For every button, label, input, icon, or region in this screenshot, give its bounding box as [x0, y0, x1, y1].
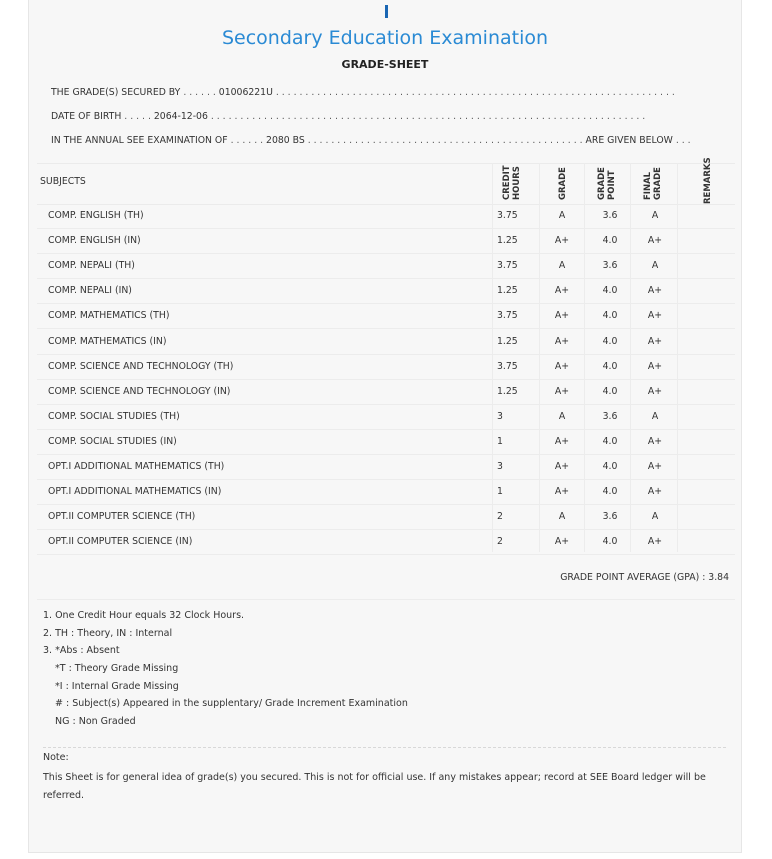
- final-grade-cell: A: [651, 511, 659, 523]
- grade-point-cell: 4.0: [602, 310, 618, 322]
- final-grade-cell: A+: [647, 435, 663, 447]
- table-row: [37, 329, 735, 355]
- exam-suffix: ARE GIVEN BELOW: [585, 135, 673, 146]
- header-remarks: REMARKS: [703, 157, 713, 204]
- legend-list: [43, 610, 408, 734]
- grade-cell: A+: [554, 536, 570, 548]
- grade-point-cell: 4.0: [602, 235, 618, 247]
- subject-cell: COMP. ENGLISH (IN): [48, 235, 141, 247]
- subject-cell: OPT.I ADDITIONAL MATHEMATICS (TH): [48, 461, 225, 472]
- header-grade-point: GRADE POINT: [597, 167, 617, 200]
- grade-cell: A+: [554, 310, 570, 322]
- note-text: This Sheet is for general idea of grade(s) you secured. This is not for official use. If any mistakes appear; record at SEE Board ledger will be referred.: [43, 772, 706, 801]
- final-grade-cell: A+: [647, 461, 663, 472]
- grade-point-cell: 4.0: [602, 536, 618, 548]
- subject-cell: COMP. NEPALI (IN): [48, 285, 132, 297]
- grade-point-cell: 4.0: [602, 435, 618, 447]
- credit-hours-cell: 1: [497, 435, 503, 447]
- table-row: [37, 203, 735, 229]
- grade-cell: A: [558, 511, 566, 523]
- grade-label: THE GRADE(S) SECURED BY: [51, 87, 181, 98]
- credit-hours-cell: 3: [497, 410, 503, 422]
- grade-cell: A: [558, 210, 566, 221]
- grade-cell: A+: [554, 461, 570, 472]
- table-row: [37, 404, 735, 430]
- credit-hours-cell: 3.75: [497, 260, 518, 272]
- info-grade-line: THE GRADE(S) SECURED BY . . . . . . 01006221U . . . . . . . . . . . . . . . . . . . . . . . . . . . . . . . . . . . . . . . . . . . . . . . . . . . . . . . . . . . . . . . . . . . .: [51, 87, 675, 98]
- credit-hours-cell: 1.25: [497, 385, 518, 397]
- subject-cell: COMP. SOCIAL STUDIES (TH): [48, 410, 180, 422]
- table-row: [37, 429, 735, 455]
- gpa-label: GRADE POINT AVERAGE (GPA) :: [560, 572, 706, 583]
- table-row: [37, 354, 735, 380]
- credit-hours-cell: 2: [497, 536, 503, 548]
- legend-item: *I : Internal Grade Missing: [55, 680, 179, 692]
- grade-cell: A+: [554, 486, 570, 498]
- table-row: [37, 228, 735, 254]
- gpa-value: 3.84: [708, 572, 729, 583]
- final-grade-cell: A: [651, 410, 659, 422]
- subject-cell: OPT.II COMPUTER SCIENCE (TH): [48, 511, 196, 523]
- header-subjects: SUBJECTS: [40, 176, 86, 187]
- subject-cell: COMP. NEPALI (TH): [48, 260, 135, 272]
- grade-point-cell: 4.0: [602, 486, 618, 498]
- dob-value: 2064-12-06: [153, 111, 208, 122]
- credit-hours-cell: 1: [497, 486, 503, 498]
- legend-item: *T : Theory Grade Missing: [55, 663, 179, 675]
- credit-hours-cell: 1.25: [497, 235, 518, 247]
- page-subtitle: GRADE-SHEET: [341, 58, 429, 71]
- subject-cell: COMP. SCIENCE AND TECHNOLOGY (IN): [48, 385, 231, 397]
- credit-hours-cell: 1.25: [497, 285, 518, 297]
- subject-cell: COMP. MATHEMATICS (IN): [48, 335, 167, 347]
- final-grade-cell: A+: [647, 486, 663, 498]
- exam-label: IN THE ANNUAL SEE EXAMINATION OF: [51, 135, 228, 146]
- exam-year: 2080 BS: [266, 135, 305, 146]
- final-grade-cell: A+: [647, 335, 663, 347]
- header-grade: GRADE: [558, 167, 568, 200]
- header-credit-hours: CREDIT HOURS: [502, 165, 522, 200]
- credit-hours-cell: 3.75: [497, 210, 518, 221]
- credit-hours-cell: 3: [497, 461, 503, 472]
- grade-point-cell: 4.0: [602, 360, 618, 372]
- grade-cell: A+: [554, 235, 570, 247]
- final-grade-cell: A: [651, 260, 659, 272]
- grade-cell: A: [558, 260, 566, 272]
- final-grade-cell: A: [651, 210, 659, 221]
- subject-cell: COMP. MATHEMATICS (TH): [48, 310, 170, 322]
- final-grade-cell: A+: [647, 285, 663, 297]
- grade-point-cell: 4.0: [602, 285, 618, 297]
- table-row: [37, 253, 735, 279]
- table-row: [37, 479, 735, 505]
- info-exam-line: IN THE ANNUAL SEE EXAMINATION OF . . . . . . 2080 BS . . . . . . . . . . . . . . . . . . . . . . . . . . . . . . . . . . . . . . . . . . . . . . . ARE GIVEN BELOW . . .: [51, 135, 691, 146]
- final-grade-cell: A+: [647, 536, 663, 548]
- dob-label: DATE OF BIRTH: [51, 111, 122, 122]
- grade-point-cell: 4.0: [602, 335, 618, 347]
- credit-hours-cell: 2: [497, 511, 503, 523]
- subject-cell: OPT.II COMPUTER SCIENCE (IN): [48, 536, 193, 548]
- grade-point-cell: 3.6: [602, 210, 618, 221]
- info-dob-line: DATE OF BIRTH . . . . . 2064-12-06 . . . . . . . . . . . . . . . . . . . . . . . . . . . . . . . . . . . . . . . . . . . . . . . . . . . . . . . . . . . . . . . . . . . . . . . . . .: [51, 111, 646, 122]
- legend-item: 3. *Abs : Absent: [43, 645, 120, 657]
- legend-item: NG : Non Graded: [55, 716, 136, 728]
- gpa-summary: [560, 572, 729, 583]
- table-row: [37, 278, 735, 304]
- table-row: [37, 529, 735, 555]
- grade-cell: A+: [554, 435, 570, 447]
- grade-point-cell: 4.0: [602, 461, 618, 472]
- grade-point-cell: 4.0: [602, 385, 618, 397]
- final-grade-cell: A+: [647, 385, 663, 397]
- grade-cell: A+: [554, 335, 570, 347]
- grade-cell: A: [558, 410, 566, 422]
- subject-cell: COMP. SCIENCE AND TECHNOLOGY (TH): [48, 360, 234, 372]
- final-grade-cell: A+: [647, 235, 663, 247]
- grade-point-cell: 3.6: [602, 511, 618, 523]
- note-title: Note:: [43, 752, 69, 763]
- legend-item: 2. TH : Theory, IN : Internal: [43, 627, 173, 639]
- grade-sheet: [28, 0, 742, 853]
- subject-cell: COMP. ENGLISH (TH): [48, 210, 144, 221]
- grade-point-cell: 3.6: [602, 260, 618, 272]
- header-final-grade: FINAL GRADE: [643, 167, 663, 200]
- table-row: [37, 379, 735, 405]
- table-row: [37, 303, 735, 329]
- subject-cell: COMP. SOCIAL STUDIES (IN): [48, 435, 177, 447]
- top-mark: [385, 5, 388, 18]
- note-divider: [43, 747, 726, 748]
- page-title: Secondary Education Examination: [221, 27, 549, 49]
- legend-item: # : Subject(s) Appeared in the supplentary/ Grade Increment Examination: [55, 698, 408, 710]
- grade-cell: A+: [554, 385, 570, 397]
- grade-point-cell: 3.6: [602, 410, 618, 422]
- table-row: [37, 504, 735, 530]
- table-row: [37, 454, 735, 480]
- final-grade-cell: A+: [647, 310, 663, 322]
- grade-cell: A+: [554, 285, 570, 297]
- symbol-number: 01006221U: [218, 87, 273, 98]
- legend-item: 1. One Credit Hour equals 32 Clock Hours.: [43, 610, 245, 621]
- credit-hours-cell: 3.75: [497, 310, 518, 322]
- credit-hours-cell: 3.75: [497, 360, 518, 372]
- final-grade-cell: A+: [647, 360, 663, 372]
- subject-cell: OPT.I ADDITIONAL MATHEMATICS (IN): [48, 486, 222, 498]
- credit-hours-cell: 1.25: [497, 335, 518, 347]
- grade-cell: A+: [554, 360, 570, 372]
